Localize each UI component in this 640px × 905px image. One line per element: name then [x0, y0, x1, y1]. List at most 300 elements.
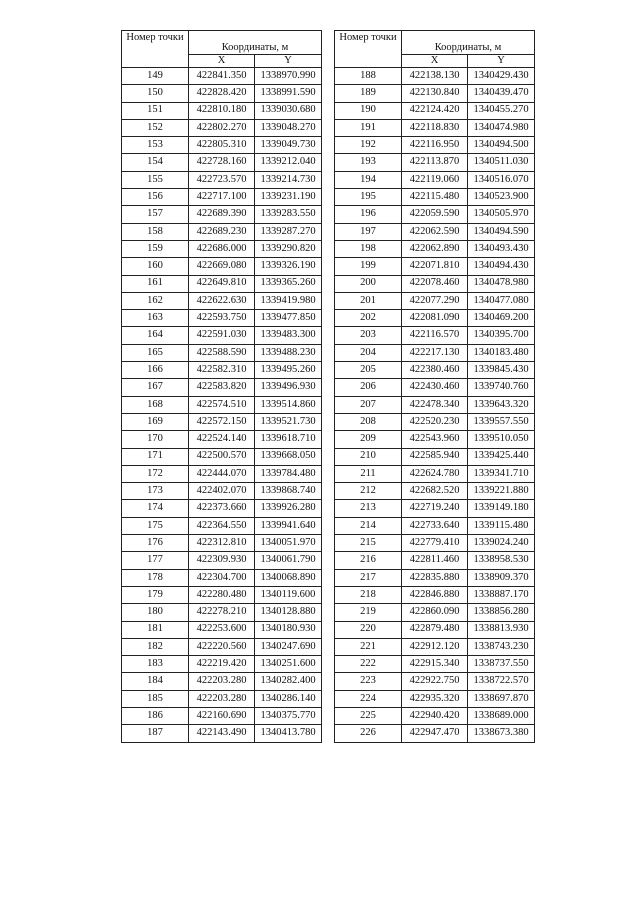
table-row [122, 292, 322, 309]
header-point-number: Номер точки [335, 31, 402, 68]
x-coordinate-cell: 422669.080 [189, 258, 255, 275]
point-number-cell: 164 [122, 327, 189, 344]
y-coordinate-cell: 1339283.550 [255, 206, 322, 223]
table-row [122, 448, 322, 465]
y-coordinate-cell: 1339115.480 [468, 517, 535, 534]
x-coordinate-cell: 422203.280 [189, 673, 255, 690]
x-coordinate-cell: 422309.930 [189, 552, 255, 569]
table-row [335, 223, 535, 240]
y-coordinate-cell: 1339477.850 [255, 310, 322, 327]
x-coordinate-cell: 422841.350 [189, 68, 255, 85]
table-row [122, 552, 322, 569]
y-coordinate-cell: 1339926.280 [255, 500, 322, 517]
x-coordinate-cell: 422160.690 [189, 707, 255, 724]
table-row [335, 292, 535, 309]
table-row [122, 102, 322, 119]
x-coordinate-cell: 422828.420 [189, 85, 255, 102]
point-number-cell: 223 [335, 673, 402, 690]
y-coordinate-cell: 1340493.430 [468, 240, 535, 257]
y-coordinate-cell: 1340478.980 [468, 275, 535, 292]
point-number-cell: 159 [122, 240, 189, 257]
table-row [122, 240, 322, 257]
point-number-cell: 222 [335, 656, 402, 673]
table-row [335, 448, 535, 465]
header-coordinates: Координаты, м [402, 31, 535, 55]
y-coordinate-cell: 1339212.040 [255, 154, 322, 171]
point-number-cell: 158 [122, 223, 189, 240]
table-row [122, 431, 322, 448]
point-number-cell: 190 [335, 102, 402, 119]
x-coordinate-cell: 422947.470 [402, 725, 468, 742]
x-coordinate-cell: 422935.320 [402, 690, 468, 707]
point-number-cell: 224 [335, 690, 402, 707]
y-coordinate-cell: 1338813.930 [468, 621, 535, 638]
point-number-cell: 155 [122, 171, 189, 188]
y-coordinate-cell: 1340429.430 [468, 68, 535, 85]
y-coordinate-cell: 1340494.590 [468, 223, 535, 240]
point-number-cell: 169 [122, 413, 189, 430]
y-coordinate-cell: 1338737.550 [468, 656, 535, 673]
y-coordinate-cell: 1340286.140 [255, 690, 322, 707]
x-coordinate-cell: 422130.840 [402, 85, 468, 102]
table-row [122, 344, 322, 361]
point-number-cell: 194 [335, 171, 402, 188]
table-row [335, 258, 535, 275]
point-number-cell: 220 [335, 621, 402, 638]
y-coordinate-cell: 1340494.430 [468, 258, 535, 275]
x-coordinate-cell: 422077.290 [402, 292, 468, 309]
table-row [122, 258, 322, 275]
point-number-cell: 178 [122, 569, 189, 586]
point-number-cell: 175 [122, 517, 189, 534]
y-coordinate-cell: 1338909.370 [468, 569, 535, 586]
table-row [122, 535, 322, 552]
point-number-cell: 157 [122, 206, 189, 223]
x-coordinate-cell: 422717.100 [189, 189, 255, 206]
table-row [335, 552, 535, 569]
point-number-cell: 193 [335, 154, 402, 171]
y-coordinate-cell: 1339048.270 [255, 119, 322, 136]
table-row [122, 465, 322, 482]
y-coordinate-cell: 1338673.380 [468, 725, 535, 742]
y-coordinate-cell: 1340061.790 [255, 552, 322, 569]
x-coordinate-cell: 422364.550 [189, 517, 255, 534]
point-number-cell: 216 [335, 552, 402, 569]
table-row [122, 707, 322, 724]
table-row [335, 707, 535, 724]
point-number-cell: 191 [335, 119, 402, 136]
y-coordinate-cell: 1339510.050 [468, 431, 535, 448]
table-row [335, 500, 535, 517]
x-coordinate-cell: 422689.230 [189, 223, 255, 240]
point-number-cell: 188 [335, 68, 402, 85]
y-coordinate-cell: 1339845.430 [468, 362, 535, 379]
y-coordinate-cell: 1338856.280 [468, 604, 535, 621]
y-coordinate-cell: 1339030.680 [255, 102, 322, 119]
x-coordinate-cell: 422622.630 [189, 292, 255, 309]
table-row [122, 362, 322, 379]
table-row [335, 119, 535, 136]
point-number-cell: 200 [335, 275, 402, 292]
y-coordinate-cell: 1338697.870 [468, 690, 535, 707]
table-row [335, 517, 535, 534]
x-coordinate-cell: 422115.480 [402, 189, 468, 206]
point-number-cell: 225 [335, 707, 402, 724]
coordinates-table-left [121, 30, 322, 743]
y-coordinate-cell: 1339221.880 [468, 483, 535, 500]
table-row [122, 604, 322, 621]
x-coordinate-cell: 422373.660 [189, 500, 255, 517]
point-number-cell: 209 [335, 431, 402, 448]
y-coordinate-cell: 1340477.080 [468, 292, 535, 309]
x-coordinate-cell: 422059.590 [402, 206, 468, 223]
point-number-cell: 192 [335, 137, 402, 154]
y-coordinate-cell: 1340413.780 [255, 725, 322, 742]
table-row [335, 102, 535, 119]
table-row [122, 725, 322, 742]
y-coordinate-cell: 1340455.270 [468, 102, 535, 119]
y-coordinate-cell: 1339668.050 [255, 448, 322, 465]
y-coordinate-cell: 1339425.440 [468, 448, 535, 465]
y-coordinate-cell: 1340439.470 [468, 85, 535, 102]
x-coordinate-cell: 422686.000 [189, 240, 255, 257]
x-coordinate-cell: 422138.130 [402, 68, 468, 85]
point-number-cell: 171 [122, 448, 189, 465]
table-row [122, 68, 322, 85]
x-coordinate-cell: 422689.390 [189, 206, 255, 223]
point-number-cell: 172 [122, 465, 189, 482]
table-row [335, 310, 535, 327]
point-number-cell: 151 [122, 102, 189, 119]
table-row [122, 310, 322, 327]
table-row [122, 690, 322, 707]
point-number-cell: 197 [335, 223, 402, 240]
y-coordinate-cell: 1339496.930 [255, 379, 322, 396]
point-number-cell: 215 [335, 535, 402, 552]
x-coordinate-cell: 422733.640 [402, 517, 468, 534]
x-coordinate-cell: 422113.870 [402, 154, 468, 171]
table-row [335, 431, 535, 448]
y-coordinate-cell: 1340469.200 [468, 310, 535, 327]
x-coordinate-cell: 422280.480 [189, 586, 255, 603]
point-number-cell: 160 [122, 258, 189, 275]
y-coordinate-cell: 1340505.970 [468, 206, 535, 223]
x-coordinate-cell: 422846.880 [402, 586, 468, 603]
point-number-cell: 162 [122, 292, 189, 309]
x-coordinate-cell: 422593.750 [189, 310, 255, 327]
table-row [122, 189, 322, 206]
header-point-number: Номер точки [122, 31, 189, 68]
table-body-left [122, 68, 322, 743]
x-coordinate-cell: 422116.950 [402, 137, 468, 154]
x-coordinate-cell: 422591.030 [189, 327, 255, 344]
x-coordinate-cell: 422940.420 [402, 707, 468, 724]
y-coordinate-cell: 1340375.770 [255, 707, 322, 724]
y-coordinate-cell: 1339643.320 [468, 396, 535, 413]
table-row [122, 171, 322, 188]
x-coordinate-cell: 422805.310 [189, 137, 255, 154]
x-coordinate-cell: 422860.090 [402, 604, 468, 621]
y-coordinate-cell: 1339868.740 [255, 483, 322, 500]
point-number-cell: 183 [122, 656, 189, 673]
x-coordinate-cell: 422116.570 [402, 327, 468, 344]
point-number-cell: 207 [335, 396, 402, 413]
point-number-cell: 176 [122, 535, 189, 552]
table-row [335, 690, 535, 707]
y-coordinate-cell: 1340180.930 [255, 621, 322, 638]
table-row [122, 206, 322, 223]
x-coordinate-cell: 422723.570 [189, 171, 255, 188]
table-row [335, 240, 535, 257]
x-coordinate-cell: 422217.130 [402, 344, 468, 361]
point-number-cell: 179 [122, 586, 189, 603]
y-coordinate-cell: 1339488.230 [255, 344, 322, 361]
table-row [122, 154, 322, 171]
table-row [335, 535, 535, 552]
x-coordinate-cell: 422915.340 [402, 656, 468, 673]
point-number-cell: 185 [122, 690, 189, 707]
table-row [122, 656, 322, 673]
y-coordinate-cell: 1338970.990 [255, 68, 322, 85]
point-number-cell: 186 [122, 707, 189, 724]
x-coordinate-cell: 422810.180 [189, 102, 255, 119]
y-coordinate-cell: 1339231.190 [255, 189, 322, 206]
table-row [335, 604, 535, 621]
point-number-cell: 166 [122, 362, 189, 379]
x-coordinate-cell: 422879.480 [402, 621, 468, 638]
point-number-cell: 165 [122, 344, 189, 361]
x-coordinate-cell: 422500.570 [189, 448, 255, 465]
point-number-cell: 180 [122, 604, 189, 621]
y-coordinate-cell: 1339521.730 [255, 413, 322, 430]
table-body-right [335, 68, 535, 743]
table-row [335, 465, 535, 482]
coordinates-table-right [334, 30, 535, 743]
x-coordinate-cell: 422062.890 [402, 240, 468, 257]
y-coordinate-cell: 1340183.480 [468, 344, 535, 361]
point-number-cell: 182 [122, 638, 189, 655]
table-row [122, 500, 322, 517]
x-coordinate-cell: 422124.420 [402, 102, 468, 119]
x-coordinate-cell: 422278.210 [189, 604, 255, 621]
point-number-cell: 226 [335, 725, 402, 742]
y-coordinate-cell: 1340511.030 [468, 154, 535, 171]
y-coordinate-cell: 1339049.730 [255, 137, 322, 154]
table-row [335, 413, 535, 430]
table-row [335, 275, 535, 292]
point-number-cell: 170 [122, 431, 189, 448]
y-coordinate-cell: 1340128.880 [255, 604, 322, 621]
y-coordinate-cell: 1339149.180 [468, 500, 535, 517]
x-coordinate-cell: 422118.830 [402, 119, 468, 136]
x-coordinate-cell: 422219.420 [189, 656, 255, 673]
point-number-cell: 154 [122, 154, 189, 171]
x-coordinate-cell: 422380.460 [402, 362, 468, 379]
y-coordinate-cell: 1338689.000 [468, 707, 535, 724]
y-coordinate-cell: 1339419.980 [255, 292, 322, 309]
table-row [335, 396, 535, 413]
x-coordinate-cell: 422402.070 [189, 483, 255, 500]
table-row [335, 171, 535, 188]
x-coordinate-cell: 422624.780 [402, 465, 468, 482]
table-row [122, 379, 322, 396]
table-row [122, 119, 322, 136]
point-number-cell: 213 [335, 500, 402, 517]
header-y: Y [468, 55, 535, 68]
y-coordinate-cell: 1339740.760 [468, 379, 535, 396]
header-x: X [402, 55, 468, 68]
point-number-cell: 208 [335, 413, 402, 430]
x-coordinate-cell: 422203.280 [189, 690, 255, 707]
point-number-cell: 187 [122, 725, 189, 742]
y-coordinate-cell: 1340247.690 [255, 638, 322, 655]
y-coordinate-cell: 1338722.570 [468, 673, 535, 690]
table-row [122, 673, 322, 690]
table-row [335, 483, 535, 500]
x-coordinate-cell: 422811.460 [402, 552, 468, 569]
table-row [335, 586, 535, 603]
point-number-cell: 214 [335, 517, 402, 534]
point-number-cell: 210 [335, 448, 402, 465]
x-coordinate-cell: 422835.880 [402, 569, 468, 586]
point-number-cell: 173 [122, 483, 189, 500]
y-coordinate-cell: 1338743.230 [468, 638, 535, 655]
table-row [122, 275, 322, 292]
y-coordinate-cell: 1339941.640 [255, 517, 322, 534]
y-coordinate-cell: 1340494.500 [468, 137, 535, 154]
table-row [335, 569, 535, 586]
table-row [335, 154, 535, 171]
x-coordinate-cell: 422588.590 [189, 344, 255, 361]
x-coordinate-cell: 422078.460 [402, 275, 468, 292]
y-coordinate-cell: 1340282.400 [255, 673, 322, 690]
y-coordinate-cell: 1339557.550 [468, 413, 535, 430]
x-coordinate-cell: 422524.140 [189, 431, 255, 448]
x-coordinate-cell: 422912.120 [402, 638, 468, 655]
point-number-cell: 152 [122, 119, 189, 136]
table-row [335, 137, 535, 154]
point-number-cell: 161 [122, 275, 189, 292]
table-row [335, 673, 535, 690]
table-row [122, 638, 322, 655]
x-coordinate-cell: 422312.810 [189, 535, 255, 552]
y-coordinate-cell: 1339514.860 [255, 396, 322, 413]
table-row [122, 621, 322, 638]
table-row [335, 206, 535, 223]
x-coordinate-cell: 422081.090 [402, 310, 468, 327]
table-row [335, 725, 535, 742]
x-coordinate-cell: 422719.240 [402, 500, 468, 517]
y-coordinate-cell: 1340051.970 [255, 535, 322, 552]
point-number-cell: 177 [122, 552, 189, 569]
x-coordinate-cell: 422520.230 [402, 413, 468, 430]
y-coordinate-cell: 1339024.240 [468, 535, 535, 552]
y-coordinate-cell: 1339214.730 [255, 171, 322, 188]
point-number-cell: 201 [335, 292, 402, 309]
point-number-cell: 184 [122, 673, 189, 690]
y-coordinate-cell: 1339326.190 [255, 258, 322, 275]
x-coordinate-cell: 422444.070 [189, 465, 255, 482]
y-coordinate-cell: 1339483.300 [255, 327, 322, 344]
point-number-cell: 196 [335, 206, 402, 223]
point-number-cell: 181 [122, 621, 189, 638]
y-coordinate-cell: 1340068.890 [255, 569, 322, 586]
x-coordinate-cell: 422582.310 [189, 362, 255, 379]
point-number-cell: 149 [122, 68, 189, 85]
table-row [122, 517, 322, 534]
y-coordinate-cell: 1340119.600 [255, 586, 322, 603]
x-coordinate-cell: 422253.600 [189, 621, 255, 638]
x-coordinate-cell: 422728.160 [189, 154, 255, 171]
y-coordinate-cell: 1339495.260 [255, 362, 322, 379]
table-row [335, 656, 535, 673]
point-number-cell: 199 [335, 258, 402, 275]
table-row [335, 344, 535, 361]
point-number-cell: 211 [335, 465, 402, 482]
table-row [122, 413, 322, 430]
table-row [122, 85, 322, 102]
y-coordinate-cell: 1340474.980 [468, 119, 535, 136]
point-number-cell: 163 [122, 310, 189, 327]
point-number-cell: 212 [335, 483, 402, 500]
x-coordinate-cell: 422430.460 [402, 379, 468, 396]
point-number-cell: 198 [335, 240, 402, 257]
point-number-cell: 150 [122, 85, 189, 102]
point-number-cell: 168 [122, 396, 189, 413]
table-row [122, 327, 322, 344]
x-coordinate-cell: 422304.700 [189, 569, 255, 586]
point-number-cell: 219 [335, 604, 402, 621]
table-row [122, 137, 322, 154]
x-coordinate-cell: 422478.340 [402, 396, 468, 413]
point-number-cell: 156 [122, 189, 189, 206]
table-row [335, 379, 535, 396]
x-coordinate-cell: 422649.810 [189, 275, 255, 292]
y-coordinate-cell: 1339287.270 [255, 223, 322, 240]
point-number-cell: 204 [335, 344, 402, 361]
x-coordinate-cell: 422220.560 [189, 638, 255, 655]
y-coordinate-cell: 1339618.710 [255, 431, 322, 448]
x-coordinate-cell: 422779.410 [402, 535, 468, 552]
y-coordinate-cell: 1339365.260 [255, 275, 322, 292]
point-number-cell: 174 [122, 500, 189, 517]
table-row [122, 569, 322, 586]
point-number-cell: 206 [335, 379, 402, 396]
point-number-cell: 189 [335, 85, 402, 102]
point-number-cell: 167 [122, 379, 189, 396]
y-coordinate-cell: 1338991.590 [255, 85, 322, 102]
x-coordinate-cell: 422543.960 [402, 431, 468, 448]
y-coordinate-cell: 1340516.070 [468, 171, 535, 188]
x-coordinate-cell: 422802.270 [189, 119, 255, 136]
point-number-cell: 217 [335, 569, 402, 586]
y-coordinate-cell: 1339341.710 [468, 465, 535, 482]
point-number-cell: 195 [335, 189, 402, 206]
x-coordinate-cell: 422071.810 [402, 258, 468, 275]
point-number-cell: 221 [335, 638, 402, 655]
point-number-cell: 205 [335, 362, 402, 379]
y-coordinate-cell: 1340251.600 [255, 656, 322, 673]
x-coordinate-cell: 422682.520 [402, 483, 468, 500]
table-row [122, 483, 322, 500]
y-coordinate-cell: 1338958.530 [468, 552, 535, 569]
x-coordinate-cell: 422574.510 [189, 396, 255, 413]
y-coordinate-cell: 1339290.820 [255, 240, 322, 257]
y-coordinate-cell: 1338887.170 [468, 586, 535, 603]
table-row [335, 362, 535, 379]
y-coordinate-cell: 1340523.900 [468, 189, 535, 206]
y-coordinate-cell: 1340395.700 [468, 327, 535, 344]
